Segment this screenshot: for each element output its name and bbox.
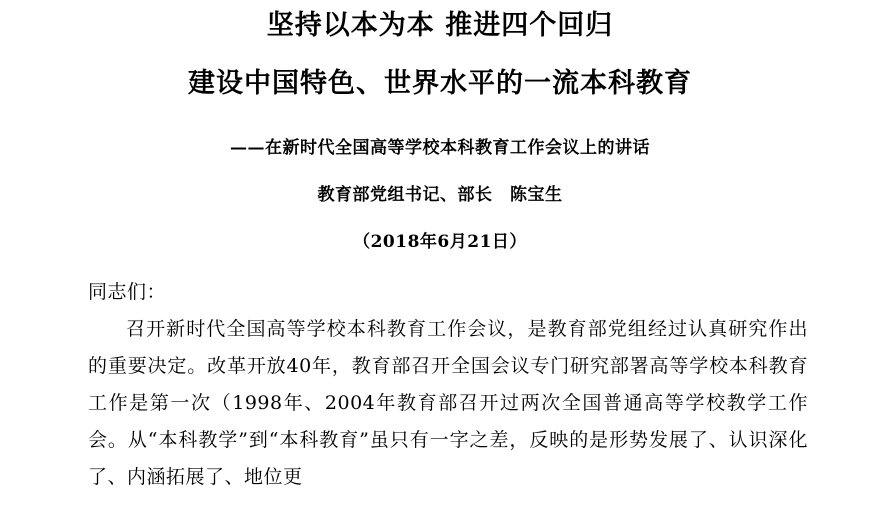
page-title-line-2: 建设中国特色、世界水平的一流本科教育: [188, 68, 692, 100]
page-title-line-1: 坚持以本为本 推进四个回归: [266, 10, 614, 41]
document-date: （2018年6月21日）: [353, 231, 527, 252]
salutation: 同志们：: [88, 280, 167, 303]
document-body: [0, 252, 880, 496]
document-subtitle: ——在新时代全国高等学校本科教育工作会议上的讲话: [230, 137, 650, 158]
document-author: 教育部党组书记、部长 陈宝生: [317, 184, 563, 205]
title-block: [0, 0, 880, 252]
body-paragraph-1: 召开新时代全国高等学校本科教育工作会议，是教育部党组经过认真研究作出的重要决定。改革开放40年，教育部召开全国会议专门研究部署高等学校本科教育工作是第一次（1998年、2004年教育部召开过两次全国普通高等学校教学工作会。从“本科教学”到“本科教育”虽只有一字之差，反映的是形势发展了、认识深化了、内涵拓展了、地位更: [88, 317, 808, 489]
